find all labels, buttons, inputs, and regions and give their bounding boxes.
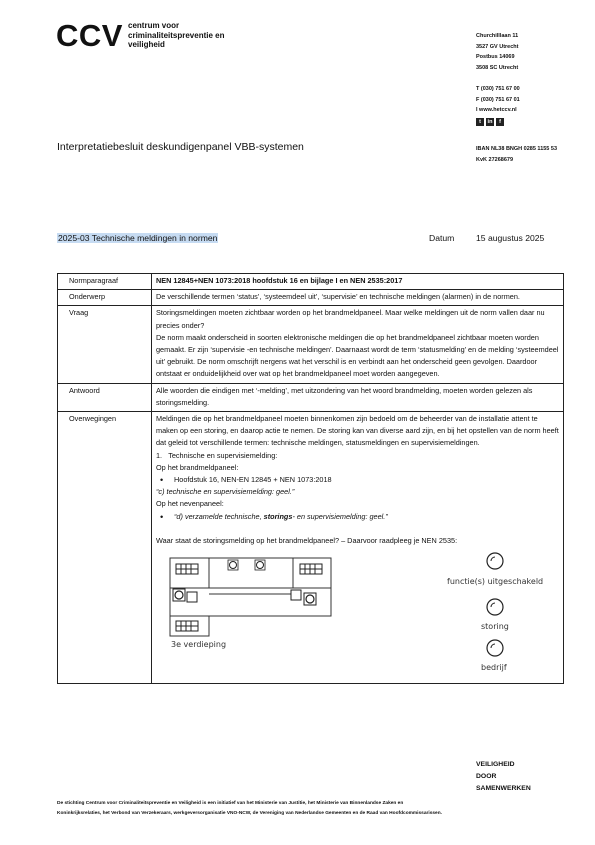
- floor-plan-svg: [156, 551, 356, 681]
- legend-label: bedrijf: [481, 663, 507, 673]
- quote: “c) technische en supervisiemelding: geel.”: [156, 487, 295, 497]
- facebook-icon[interactable]: f: [496, 118, 504, 126]
- grid-box-icon: [176, 621, 198, 631]
- row-value: Meldingen die op het brandmeldpaneel moeten binnenkomen zijn bedoeld om de beheerder van de installatie attent te maken op een storing, en daarop actie te nemen. De storing kan van diverse aard zijn, en bij het opstellen van de norm heeft dat geleid tot verschillende termen: technische meldingen, statusmeldingen en supervisiemeldingen. 1. Technische en supervisiemelding: Op het brandmeldpaneel: • Hoofdstuk 16, NEN-EN 12845 + NEN 1073:2018 “c) technische en supervisiemelding: geel.” Op het nevenpaneel: • “d) verzamelde technische, storings- en supervisiemelding: geel.” Waar staat de storingsmelding op het brandmeldpaneel? – Daarvoor raadpleeg je NEN 2535: 3e verdieping functie(s) uitgeschakeld storing bedrijf: [152, 412, 564, 684]
- legend-label: functie(s) uitgeschakeld: [447, 577, 544, 587]
- row-value: Storingsmeldingen moeten zichtbaar worden op het brandmeldpaneel. Maar welke meldingen uit de norm vallen daar nu precies onder? De norm maakt onderscheid in soorten elektronische meldingen die op het brandmeldpaneel zichtbaar moeten worden gemaakt. Er zijn ‘supervisie -en technische meldingen’. Daarnaast wordt de term ‘statusmelding’ en de melding ‘systeemdeel uit’ gebruikt. De norm omschrijft nergens wat het verschil is en verbindt aan het onderscheid geen gevolgen. Daardoor ontstaat er onduidelijkheid over wat op het brandmeldpaneel moet worden aangegeven.: [152, 306, 564, 383]
- logo-subtitle: centrum voor criminaliteitspreventie en veiligheid: [128, 21, 225, 49]
- table-row: [58, 290, 564, 306]
- table-row: [58, 383, 564, 411]
- row-label: Onderwerp: [58, 290, 152, 306]
- grid-box-icon: [176, 564, 198, 574]
- table-row: [58, 274, 564, 290]
- document-title: Interpretatiebesluit deskundigenpanel VBB-systemen: [57, 141, 304, 153]
- contact-block: T (030) 751 67 00 F (030) 751 67 01 I www.hetccv.nl: [476, 86, 520, 113]
- address-block: Churchilllaan 11 3527 GV Utrecht Postbus 14069 3508 SC Utrecht: [476, 33, 519, 71]
- datum-label: Datum: [429, 233, 455, 243]
- social-icons: [476, 118, 504, 126]
- subject-line: 2025-03 Technische meldingen in normen: [58, 233, 218, 243]
- detector-icon: [187, 592, 197, 602]
- bank-block: IBAN NL38 BNGH 0285 1155 53 KvK 27268679: [476, 146, 558, 163]
- panel-diagram: [156, 551, 559, 681]
- row-label: Antwoord: [58, 383, 152, 411]
- row-value: Alle woorden die eindigen met ‘-melding’, met uitzondering van het woord brandmelding, moeten worden gelezen als storingsmelding.: [152, 383, 564, 411]
- decision-table: [57, 273, 564, 684]
- function-disabled-icon: [485, 551, 505, 571]
- numbered-item: 1. Technische en supervisiemelding:: [156, 450, 278, 460]
- table-row: [58, 306, 564, 383]
- bullet-item: • Hoofdstuk 16, NEN-EN 12845 + NEN 1073:2018: [156, 474, 559, 486]
- legend-label: storing: [481, 622, 509, 632]
- footer-text: De stichting Centrum voor Criminaliteitspreventie en Veiligheid is een initiatief van het Ministerie van Justitie, het Ministerie van Binnenlandse Zaken en Koninkrijksrelaties, het Verbond van Verzekeraars, werkgeversorganisatie VNO-NCW, de Vereniging van Nederlandse Gemeenten en de Raad van Hoofdcommissarissen.: [57, 801, 442, 816]
- row-label: Overwegingen: [58, 412, 152, 684]
- detector-icon: [304, 593, 316, 605]
- row-label: Normparagraaf: [58, 274, 152, 290]
- datum-value: 15 augustus 2025: [476, 233, 545, 243]
- ccv-logo: CCV: [56, 18, 123, 53]
- slogan: VEILIGHEID DOOR SAMENWERKEN: [476, 761, 531, 792]
- detector-icon: [291, 590, 301, 600]
- fault-icon: [485, 597, 505, 617]
- linkedin-icon[interactable]: in: [487, 119, 493, 125]
- twitter-icon[interactable]: t: [476, 118, 484, 126]
- row-label: Vraag: [58, 306, 152, 383]
- floor-label: 3e verdieping: [171, 640, 227, 650]
- bullet-item: • “d) verzamelde technische, storings- en supervisiemelding: geel.”: [156, 511, 559, 523]
- row-value: NEN 12845+NEN 1073:2018 hoofdstuk 16 en bijlage I en NEN 2535:2017: [152, 274, 564, 290]
- operation-icon: [485, 638, 505, 658]
- grid-box-icon: [300, 564, 322, 574]
- table-row: [58, 412, 564, 684]
- detector-icon: [173, 589, 185, 601]
- row-value: De verschillende termen ‘status’, ‘systeemdeel uit’, ‘supervisie’ en technische meldingen (alarmen) in de normen.: [152, 290, 564, 306]
